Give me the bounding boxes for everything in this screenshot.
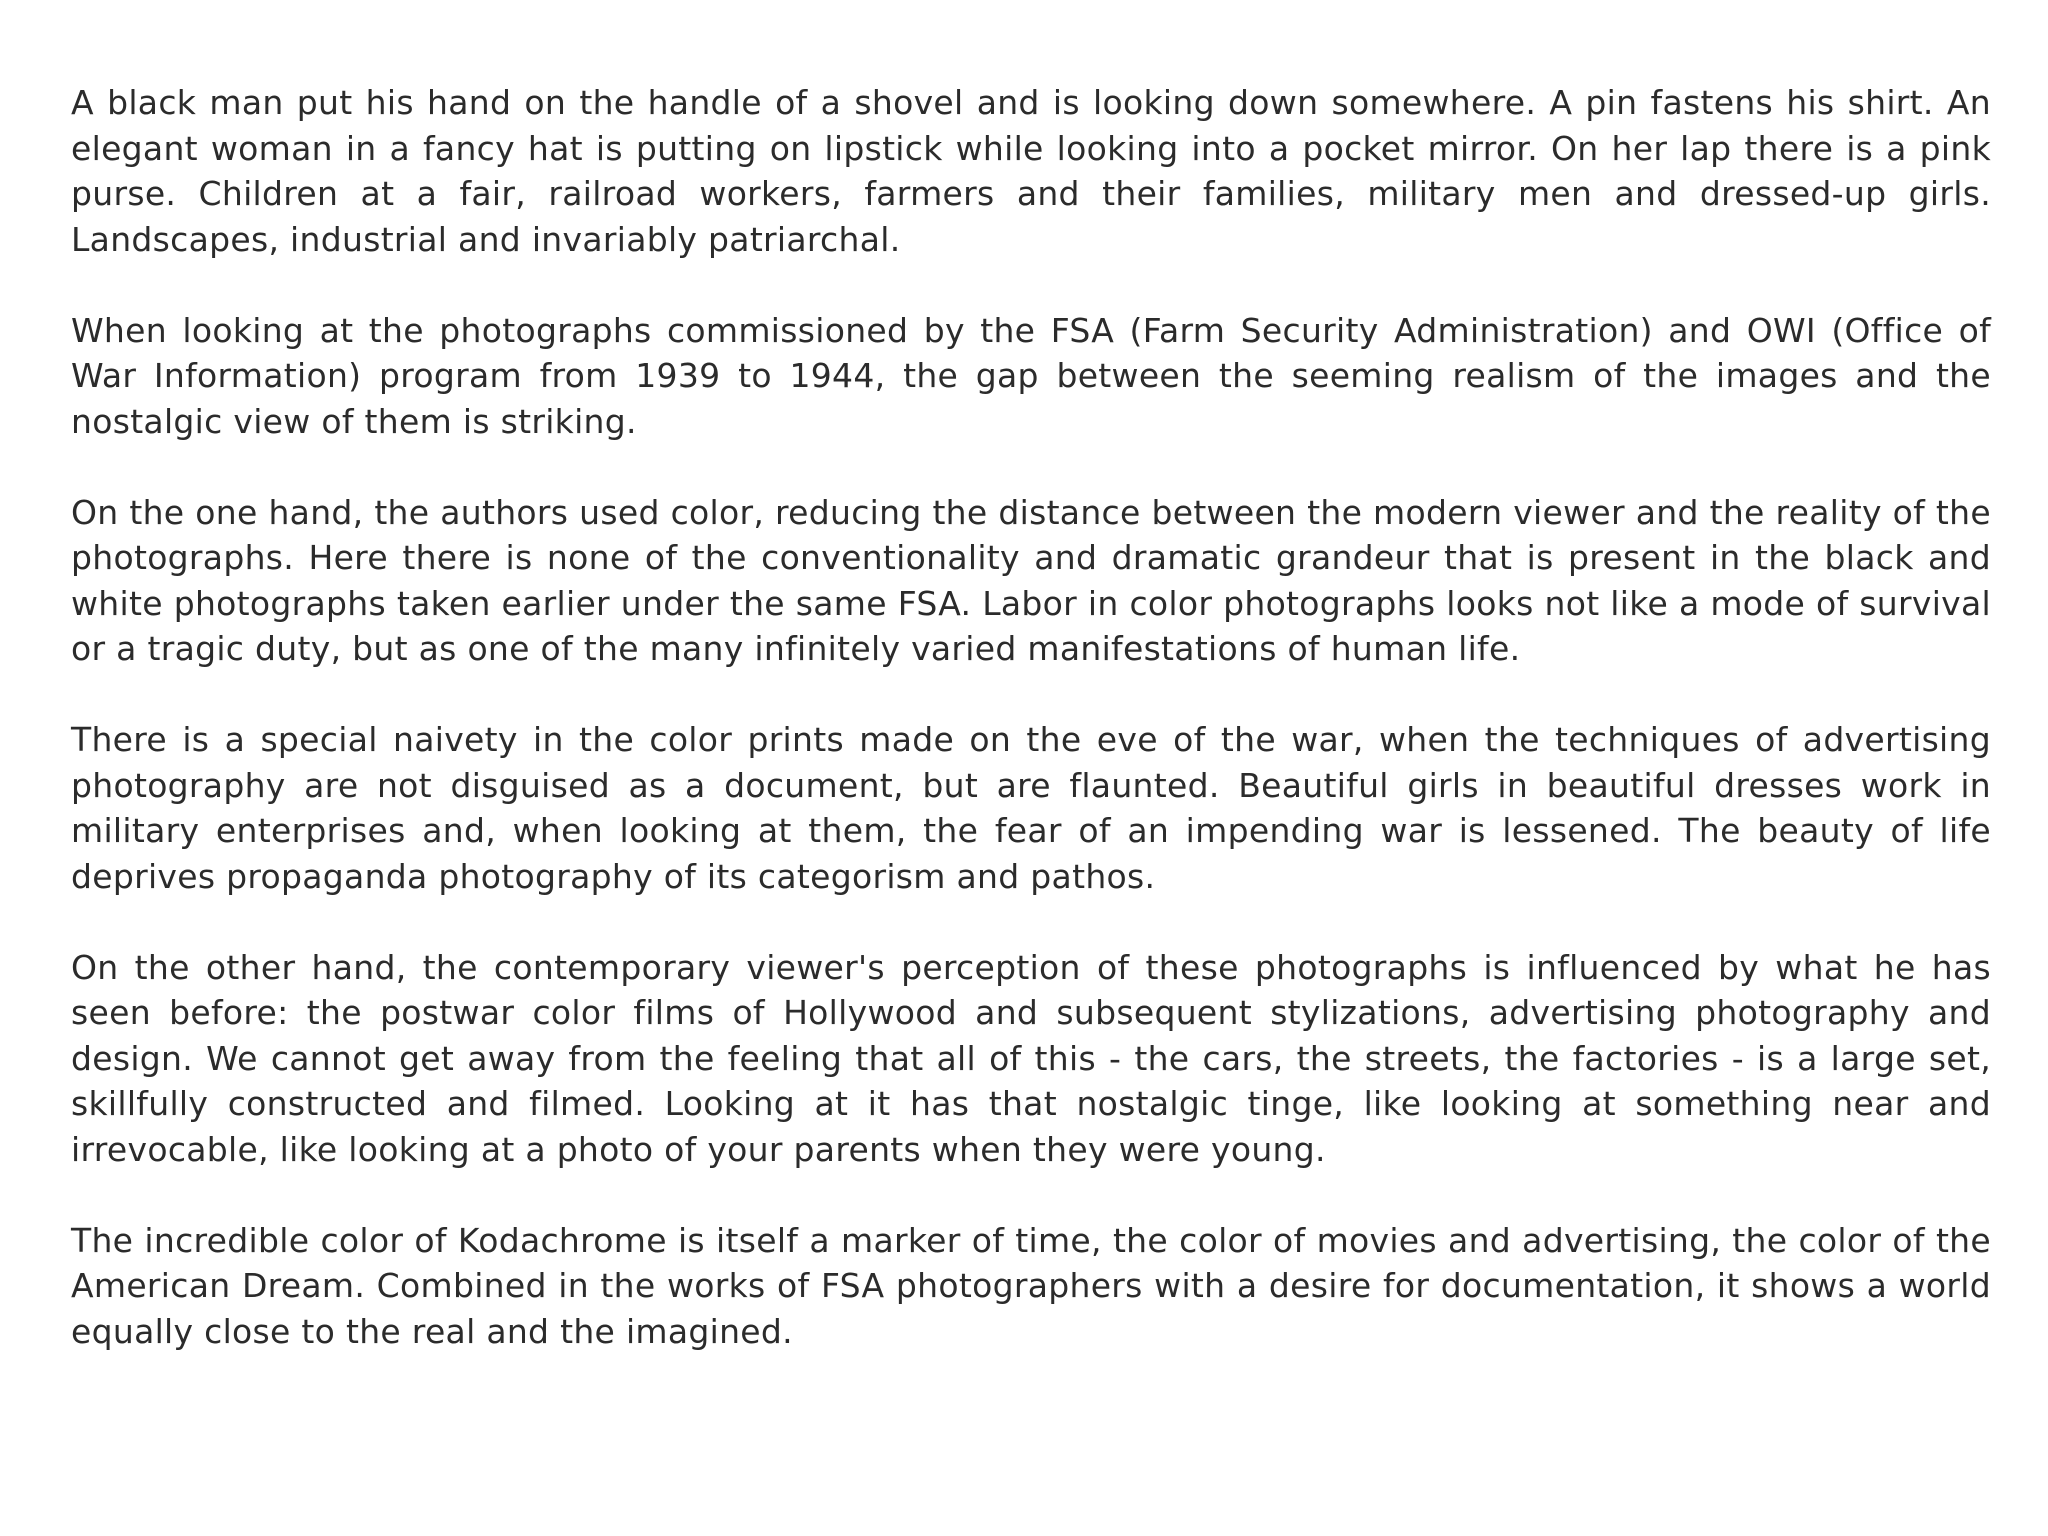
paragraph-1: A black man put his hand on the handle of a shovel and is looking down somewhere. A pin fastens his shirt. An elegant woman in a fancy hat is putting on lipstick while looking into a pocket mirror. On her lap there is a pink purse. Children at a fair, railroad workers, farmers and their families, military men and dressed-up girls. Landscapes, industrial and invariably patriarchal. — [71, 83, 1991, 259]
paragraph-4: There is a special naivety in the color prints made on the eve of the war, when the techniques of advertising photography are not disguised as a document, but are flaunted. Beautiful girls in beautiful dresses work in military enterprises and, when looking at them, the fear of an impending war is lessened. The beauty of life deprives propaganda photography of its categorism and pathos. — [71, 720, 1991, 896]
paragraph-3: On the one hand, the authors used color, reducing the distance between the modern viewer and the reality of the photographs. Here there is none of the conventionality and dramatic grandeur that is present in the black and white photographs taken earlier under the same FSA. Labor in color photographs looks not like a mode of survival or a tragic duty, but as one of the many infinitely varied manifestations of human life. — [71, 492, 1991, 668]
paragraph-5: On the other hand, the contemporary viewer's perception of these photographs is influenced by what he has seen before: the postwar color films of Hollywood and subsequent stylizations, advertising photography and design. We cannot get away from the feeling that all of this - the cars, the streets, the factories - is a large set, skillfully constructed and filmed. Looking at it has that nostalgic tinge, like looking at something near and irrevocable, like looking at a photo of your parents when they were young. — [71, 947, 1991, 1169]
paragraph-2: When looking at the photographs commissioned by the FSA (Farm Security Administration) and OWI (Office of War Information) program from 1939 to 1944, the gap between the seeming realism of the images and the nostalgic view of them is striking. — [71, 310, 1991, 441]
article-body — [71, 80, 1991, 1400]
paragraph-6: The incredible color of Kodachrome is itself a marker of time, the color of movies and advertising, the color of the American Dream. Combined in the works of FSA photographers with a desire for documentation, it shows a world equally close to the real and the imagined. — [71, 1220, 1991, 1351]
